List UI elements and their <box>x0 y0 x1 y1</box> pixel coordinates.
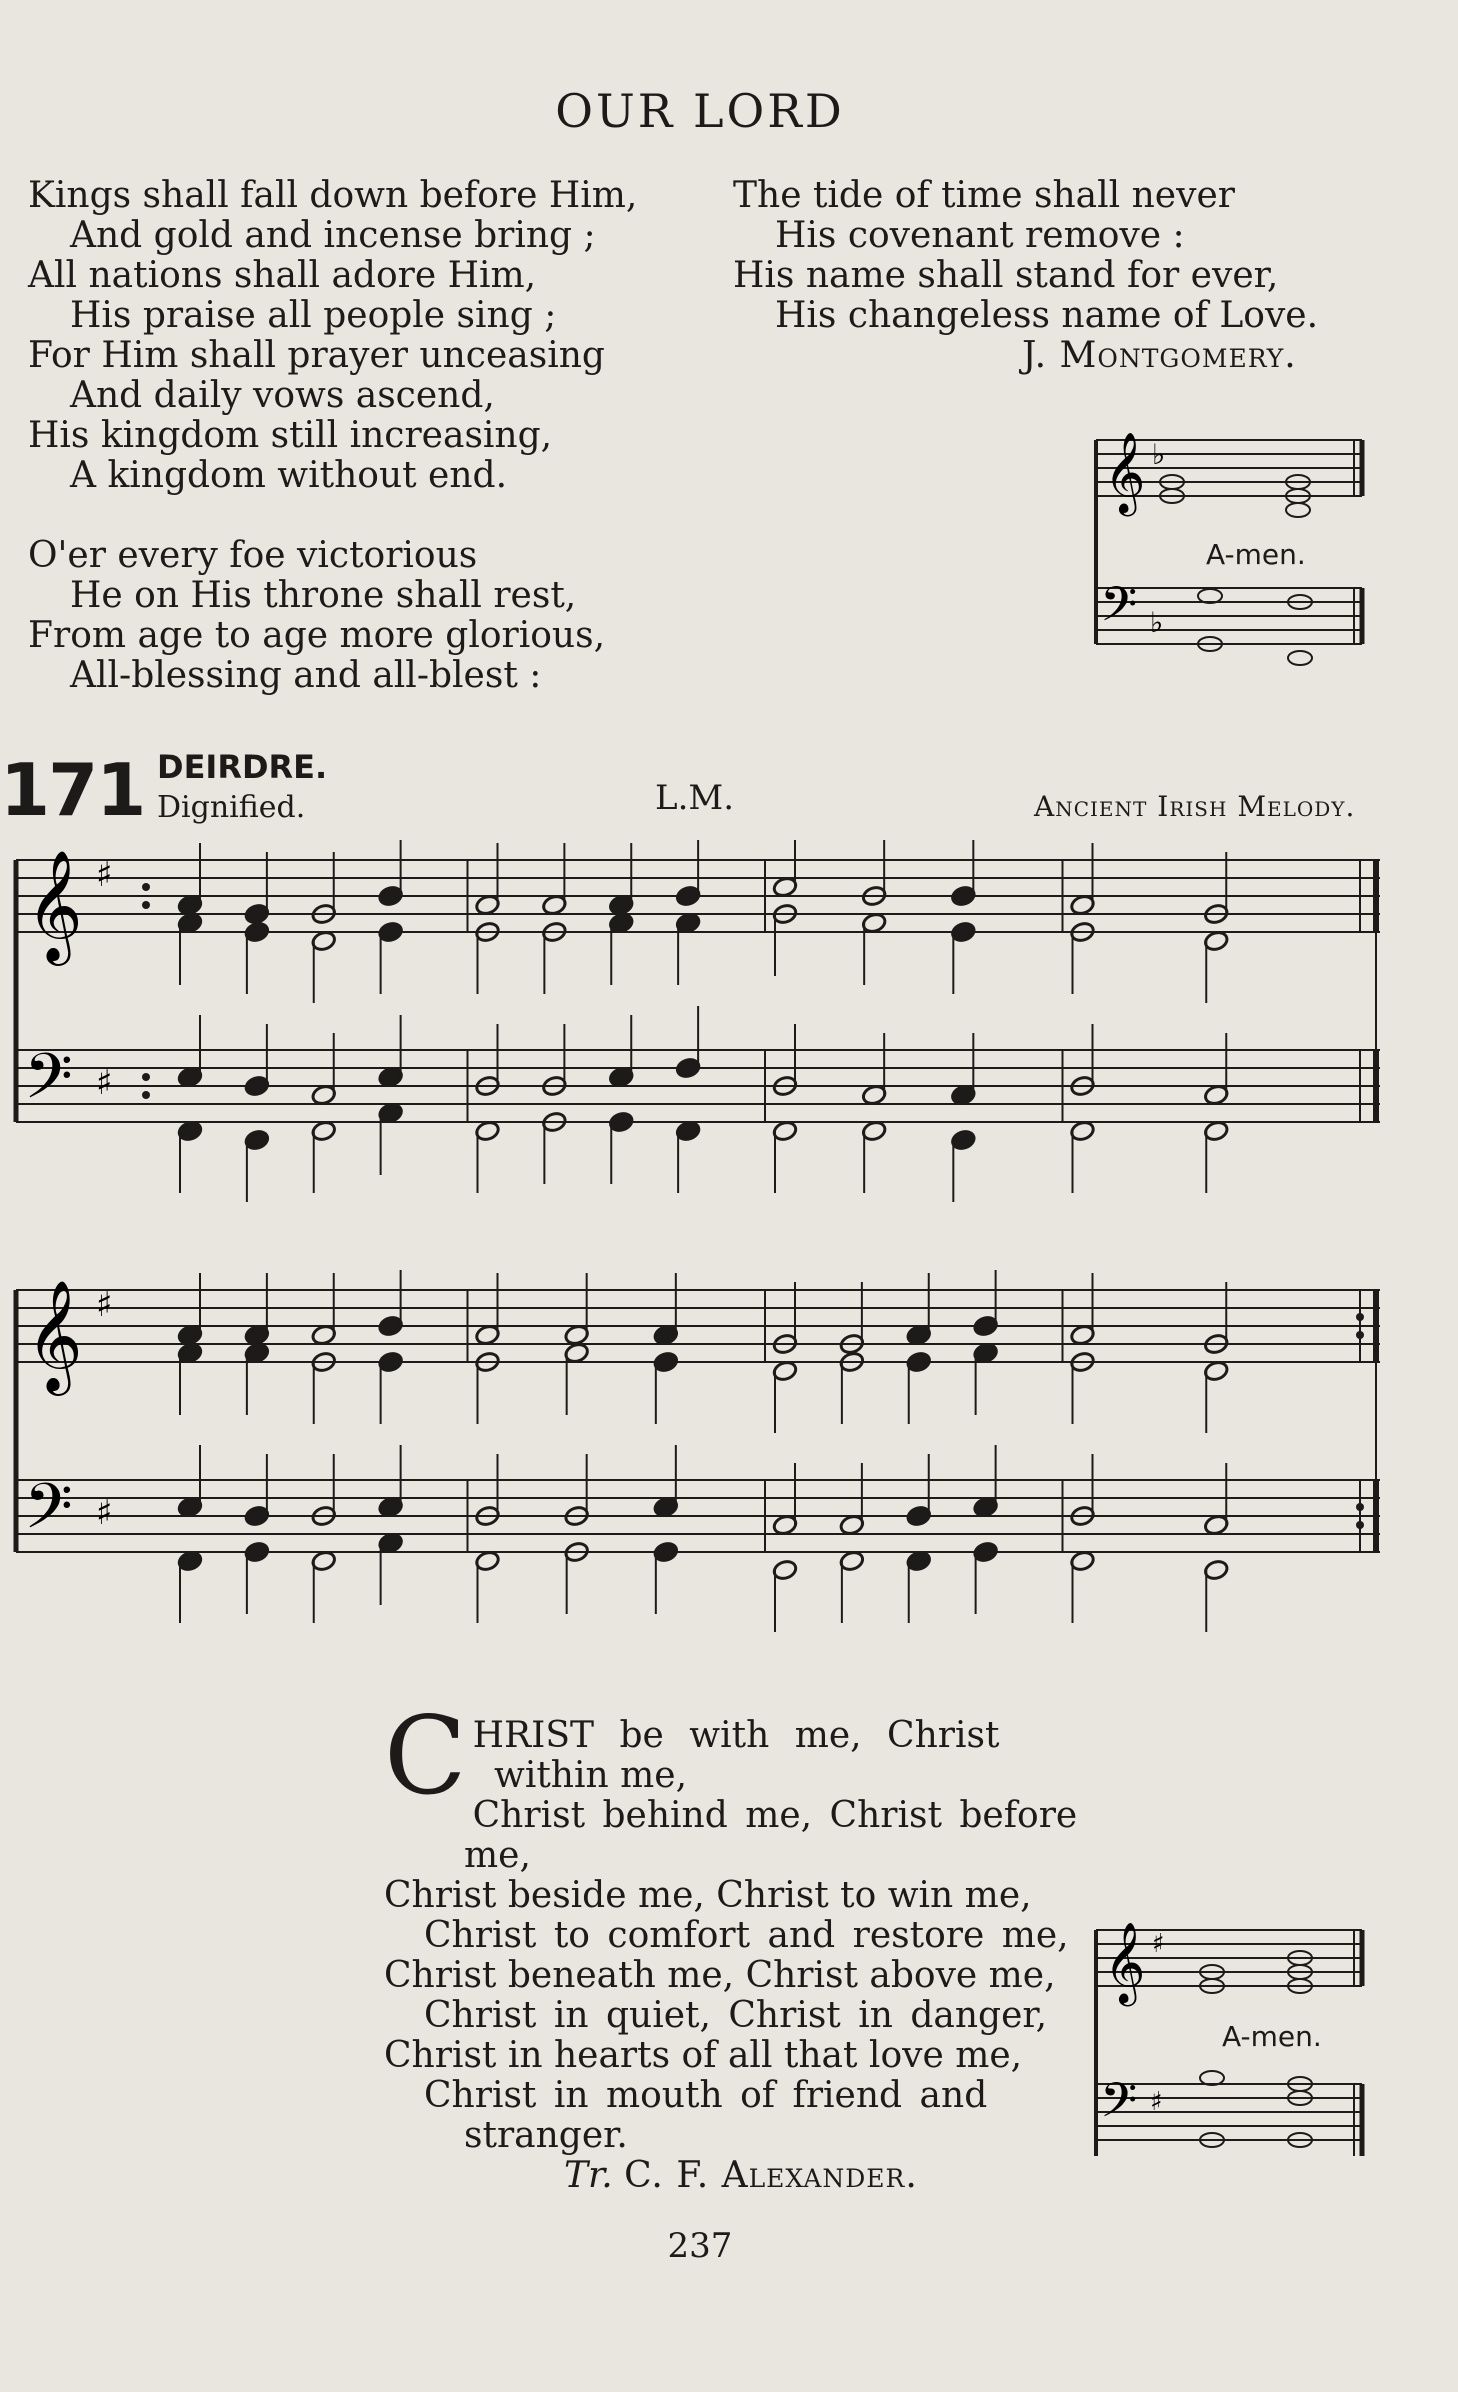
hymn-text-line: within me, <box>494 1755 688 1796</box>
svg-text:♭: ♭ <box>1152 438 1166 471</box>
hymn-text-line: Christ beneath me, Christ above me, <box>384 1955 1056 1996</box>
bass-clef-icon: 𝄢 <box>24 1039 73 1128</box>
tune-name: DEIRDRE. <box>157 748 328 786</box>
verse-line: And gold and incense bring ; <box>70 215 596 256</box>
treble-clef-icon: 𝄞 <box>26 1279 83 1391</box>
verse-line: From age to age more glorious, <box>28 615 606 656</box>
key-signature-sharp: ♯ <box>96 855 113 895</box>
verse-line: His kingdom still increasing, <box>28 415 553 456</box>
verse-line: His covenant remove : <box>775 215 1185 256</box>
music-system-2 <box>10 1270 1396 1670</box>
amen-label-2: A-men. <box>1222 2020 1322 2053</box>
verse-line: Kings shall fall down before Him, <box>28 175 638 216</box>
verse-line: O'er every foe victorious <box>28 535 478 576</box>
treble-clef-icon: 𝄞 <box>1104 431 1146 513</box>
verse-line: For Him shall prayer unceasing <box>28 335 605 376</box>
hymn-text-line: Christ in hearts of all that love me, <box>384 2035 1023 2076</box>
bass-clef-icon: 𝄢 <box>24 1469 73 1558</box>
hymn-text-line: Christ to comfort and restore me, <box>424 1915 1069 1956</box>
bass-clef-icon: 𝄢 <box>1100 576 1138 644</box>
drop-cap: C <box>384 1694 467 1819</box>
verse-line: His changeless name of Love. <box>775 295 1319 336</box>
page-number: 237 <box>667 2226 733 2266</box>
verse-line: He on His throne shall rest, <box>70 575 577 616</box>
verse-line: His praise all people sing ; <box>70 295 557 336</box>
treble-clef-icon: 𝄞 <box>1104 1921 1146 2003</box>
svg-text:♭: ♭ <box>1150 606 1164 639</box>
page-header: OUR LORD <box>555 84 845 138</box>
hymn-text <box>384 1694 1078 2196</box>
treble-clef-icon: 𝄞 <box>26 849 83 961</box>
prev-hymn-left-column <box>28 176 637 696</box>
verse-line: A kingdom without end. <box>70 455 508 496</box>
meter: L.M. <box>655 778 735 818</box>
verse-line: All-blessing and all-blest : <box>70 655 542 696</box>
hymn-text-line: Christ in mouth of friend and <box>424 2075 988 2116</box>
verse-line: The tide of time shall never <box>733 175 1235 216</box>
translator-line: Tr. C. F. Alexander. <box>564 2155 918 2196</box>
prev-hymn-author: J. Montgomery. <box>1022 335 1297 376</box>
key-signature-sharp: ♯ <box>96 1493 113 1533</box>
music-system-1 <box>10 840 1396 1240</box>
hymn-text-line: stranger. <box>464 2115 628 2156</box>
verse-line: And daily vows ascend, <box>70 375 495 416</box>
hymn-text-line: Christ beside me, Christ to win me, <box>384 1875 1032 1916</box>
verse-line <box>28 496 637 536</box>
verse-line: All nations shall adore Him, <box>28 255 537 296</box>
hymn-text-line: Christ in quiet, Christ in danger, <box>424 1995 1048 2036</box>
svg-text:♯: ♯ <box>1150 2087 1163 2117</box>
verse-line: His name shall stand for ever, <box>733 255 1279 296</box>
hymn-text-line: Christ behind me, Christ before <box>472 1795 1078 1836</box>
tune-source: Ancient Irish Melody. <box>1034 790 1356 823</box>
key-signature-sharp: ♯ <box>96 1063 113 1103</box>
first-line: HRIST be with me, Christ <box>472 1715 1000 1756</box>
hymn-text-line: me, <box>464 1835 531 1876</box>
amen-label-1: A-men. <box>1206 538 1306 571</box>
prev-hymn-right-column <box>733 176 1318 336</box>
hymn-number: 171 <box>0 748 145 832</box>
bass-clef-icon: 𝄢 <box>1100 2072 1138 2140</box>
tempo-marking: Dignified. <box>157 790 306 825</box>
key-signature-sharp: ♯ <box>96 1285 113 1325</box>
svg-text:♯: ♯ <box>1152 1929 1165 1959</box>
